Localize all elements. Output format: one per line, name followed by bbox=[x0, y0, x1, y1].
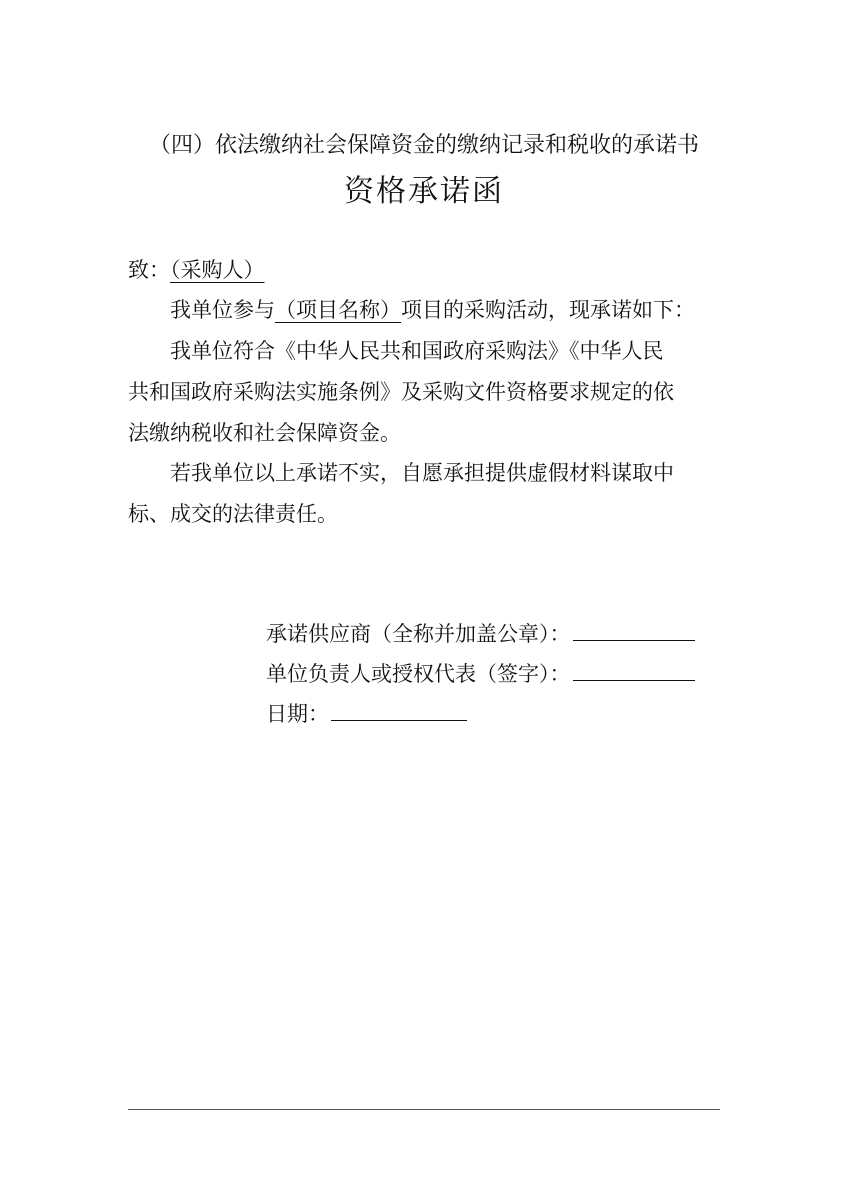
representative-blank[interactable] bbox=[573, 660, 695, 681]
date-line bbox=[266, 699, 467, 729]
commitment-line-1: 我单位符合《中华人民共和国政府采购法》《中华人民 bbox=[170, 339, 664, 363]
addressee-line bbox=[128, 255, 265, 285]
footer-divider bbox=[128, 1109, 720, 1110]
commitment-line-3: 法缴纳税收和社会保障资金。 bbox=[128, 421, 401, 445]
representative-signature-line bbox=[266, 659, 695, 689]
liability-line-1: 若我单位以上承诺不实，自愿承担提供虚假材料谋取中 bbox=[170, 461, 674, 485]
intro-paragraph bbox=[170, 295, 695, 325]
project-placeholder: （项目名称） bbox=[275, 298, 401, 322]
addressee-prefix: 致： bbox=[128, 258, 170, 282]
letter-title: 资格承诺函 bbox=[344, 174, 504, 209]
supplier-label: 承诺供应商（全称并加盖公章）： bbox=[266, 622, 571, 646]
supplier-signature-line bbox=[266, 619, 695, 649]
liability-line-2: 标、成交的法律责任。 bbox=[128, 502, 338, 526]
date-label: 日期： bbox=[266, 702, 329, 726]
section-title: （四）依法缴纳社会保障资金的缴纳记录和税收的承诺书 bbox=[148, 133, 699, 158]
commitment-line-2: 共和国政府采购法实施条例》及采购文件资格要求规定的依 bbox=[128, 380, 674, 404]
intro-before: 我单位参与 bbox=[170, 298, 275, 322]
date-blank[interactable] bbox=[331, 700, 467, 721]
supplier-blank[interactable] bbox=[573, 620, 695, 641]
recipient-placeholder: （采购人） bbox=[170, 258, 265, 282]
intro-after: 项目的采购活动，现承诺如下： bbox=[401, 298, 695, 322]
representative-label: 单位负责人或授权代表（签字）： bbox=[266, 662, 571, 686]
